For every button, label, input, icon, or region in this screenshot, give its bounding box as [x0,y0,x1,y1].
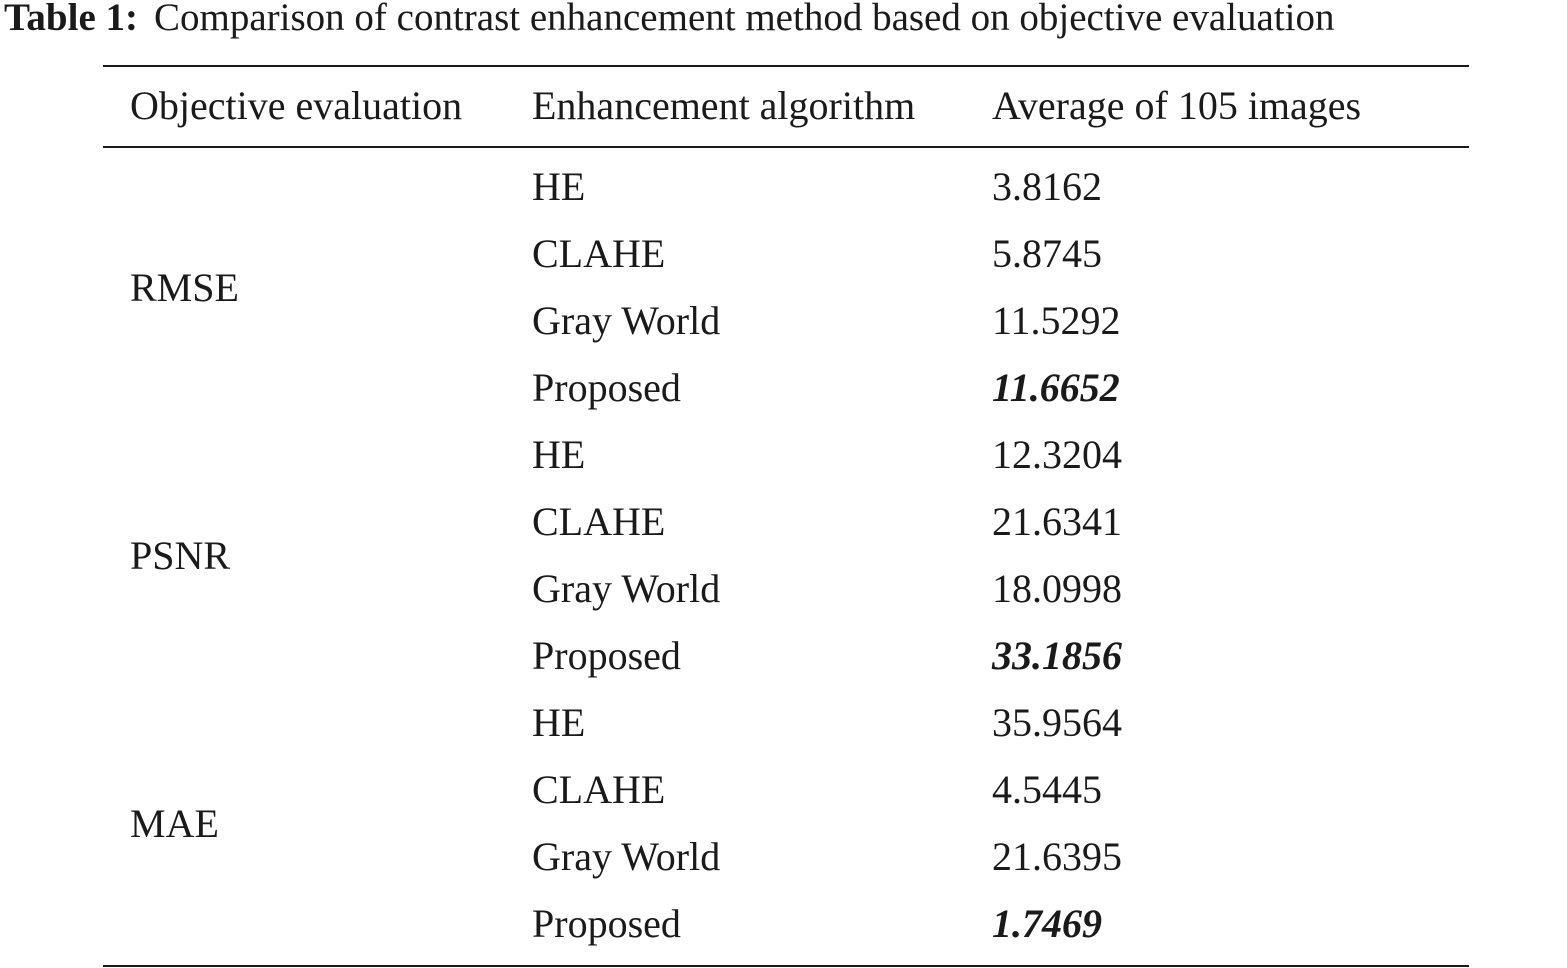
table-row-algorithm: CLAHE [532,231,666,276]
metric-label-rmse: RMSE [130,265,239,310]
table-row-algorithm: Gray World [532,566,721,611]
table-row-value: 11.5292 [992,298,1121,343]
table-row-value: 18.0998 [992,566,1122,611]
table-row-algorithm: HE [532,700,586,745]
table-row-algorithm: Proposed [532,633,681,678]
table-row-algorithm: HE [532,164,586,209]
table-row-value-best: 33.1856 [992,633,1122,678]
table-row-algorithm: Gray World [532,298,721,343]
caption-text: Comparison of contrast enhancement method based on objective evaluation [154,0,1335,39]
table-row-value-best: 11.6652 [992,365,1120,410]
table-row-value: 12.3204 [992,432,1122,477]
table-row-value: 3.8162 [992,164,1102,209]
table-row-value: 35.9564 [992,700,1122,745]
table-row-algorithm: Proposed [532,365,681,410]
table-row-value: 21.6341 [992,499,1122,544]
table-header-rule [103,146,1469,148]
table-caption [4,0,1335,42]
table-row-algorithm: CLAHE [532,767,666,812]
metric-label-mae: MAE [130,801,219,846]
table-row-algorithm: Proposed [532,901,681,946]
table-row-algorithm: Gray World [532,834,721,879]
header-enhancement-algorithm: Enhancement algorithm [532,83,916,128]
metric-label-psnr: PSNR [130,533,231,578]
caption-label: Table 1: [4,0,139,39]
table-top-rule [103,65,1469,67]
table-bottom-rule [103,965,1469,967]
header-objective-evaluation: Objective evaluation [130,83,463,128]
header-average: Average of 105 images [992,83,1362,128]
table-row-algorithm: HE [532,432,586,477]
table-row-value: 21.6395 [992,834,1122,879]
table-row-value: 5.8745 [992,231,1102,276]
table-row-algorithm: CLAHE [532,499,666,544]
table-row-value: 4.5445 [992,767,1102,812]
table-row-value-best: 1.7469 [992,901,1102,946]
